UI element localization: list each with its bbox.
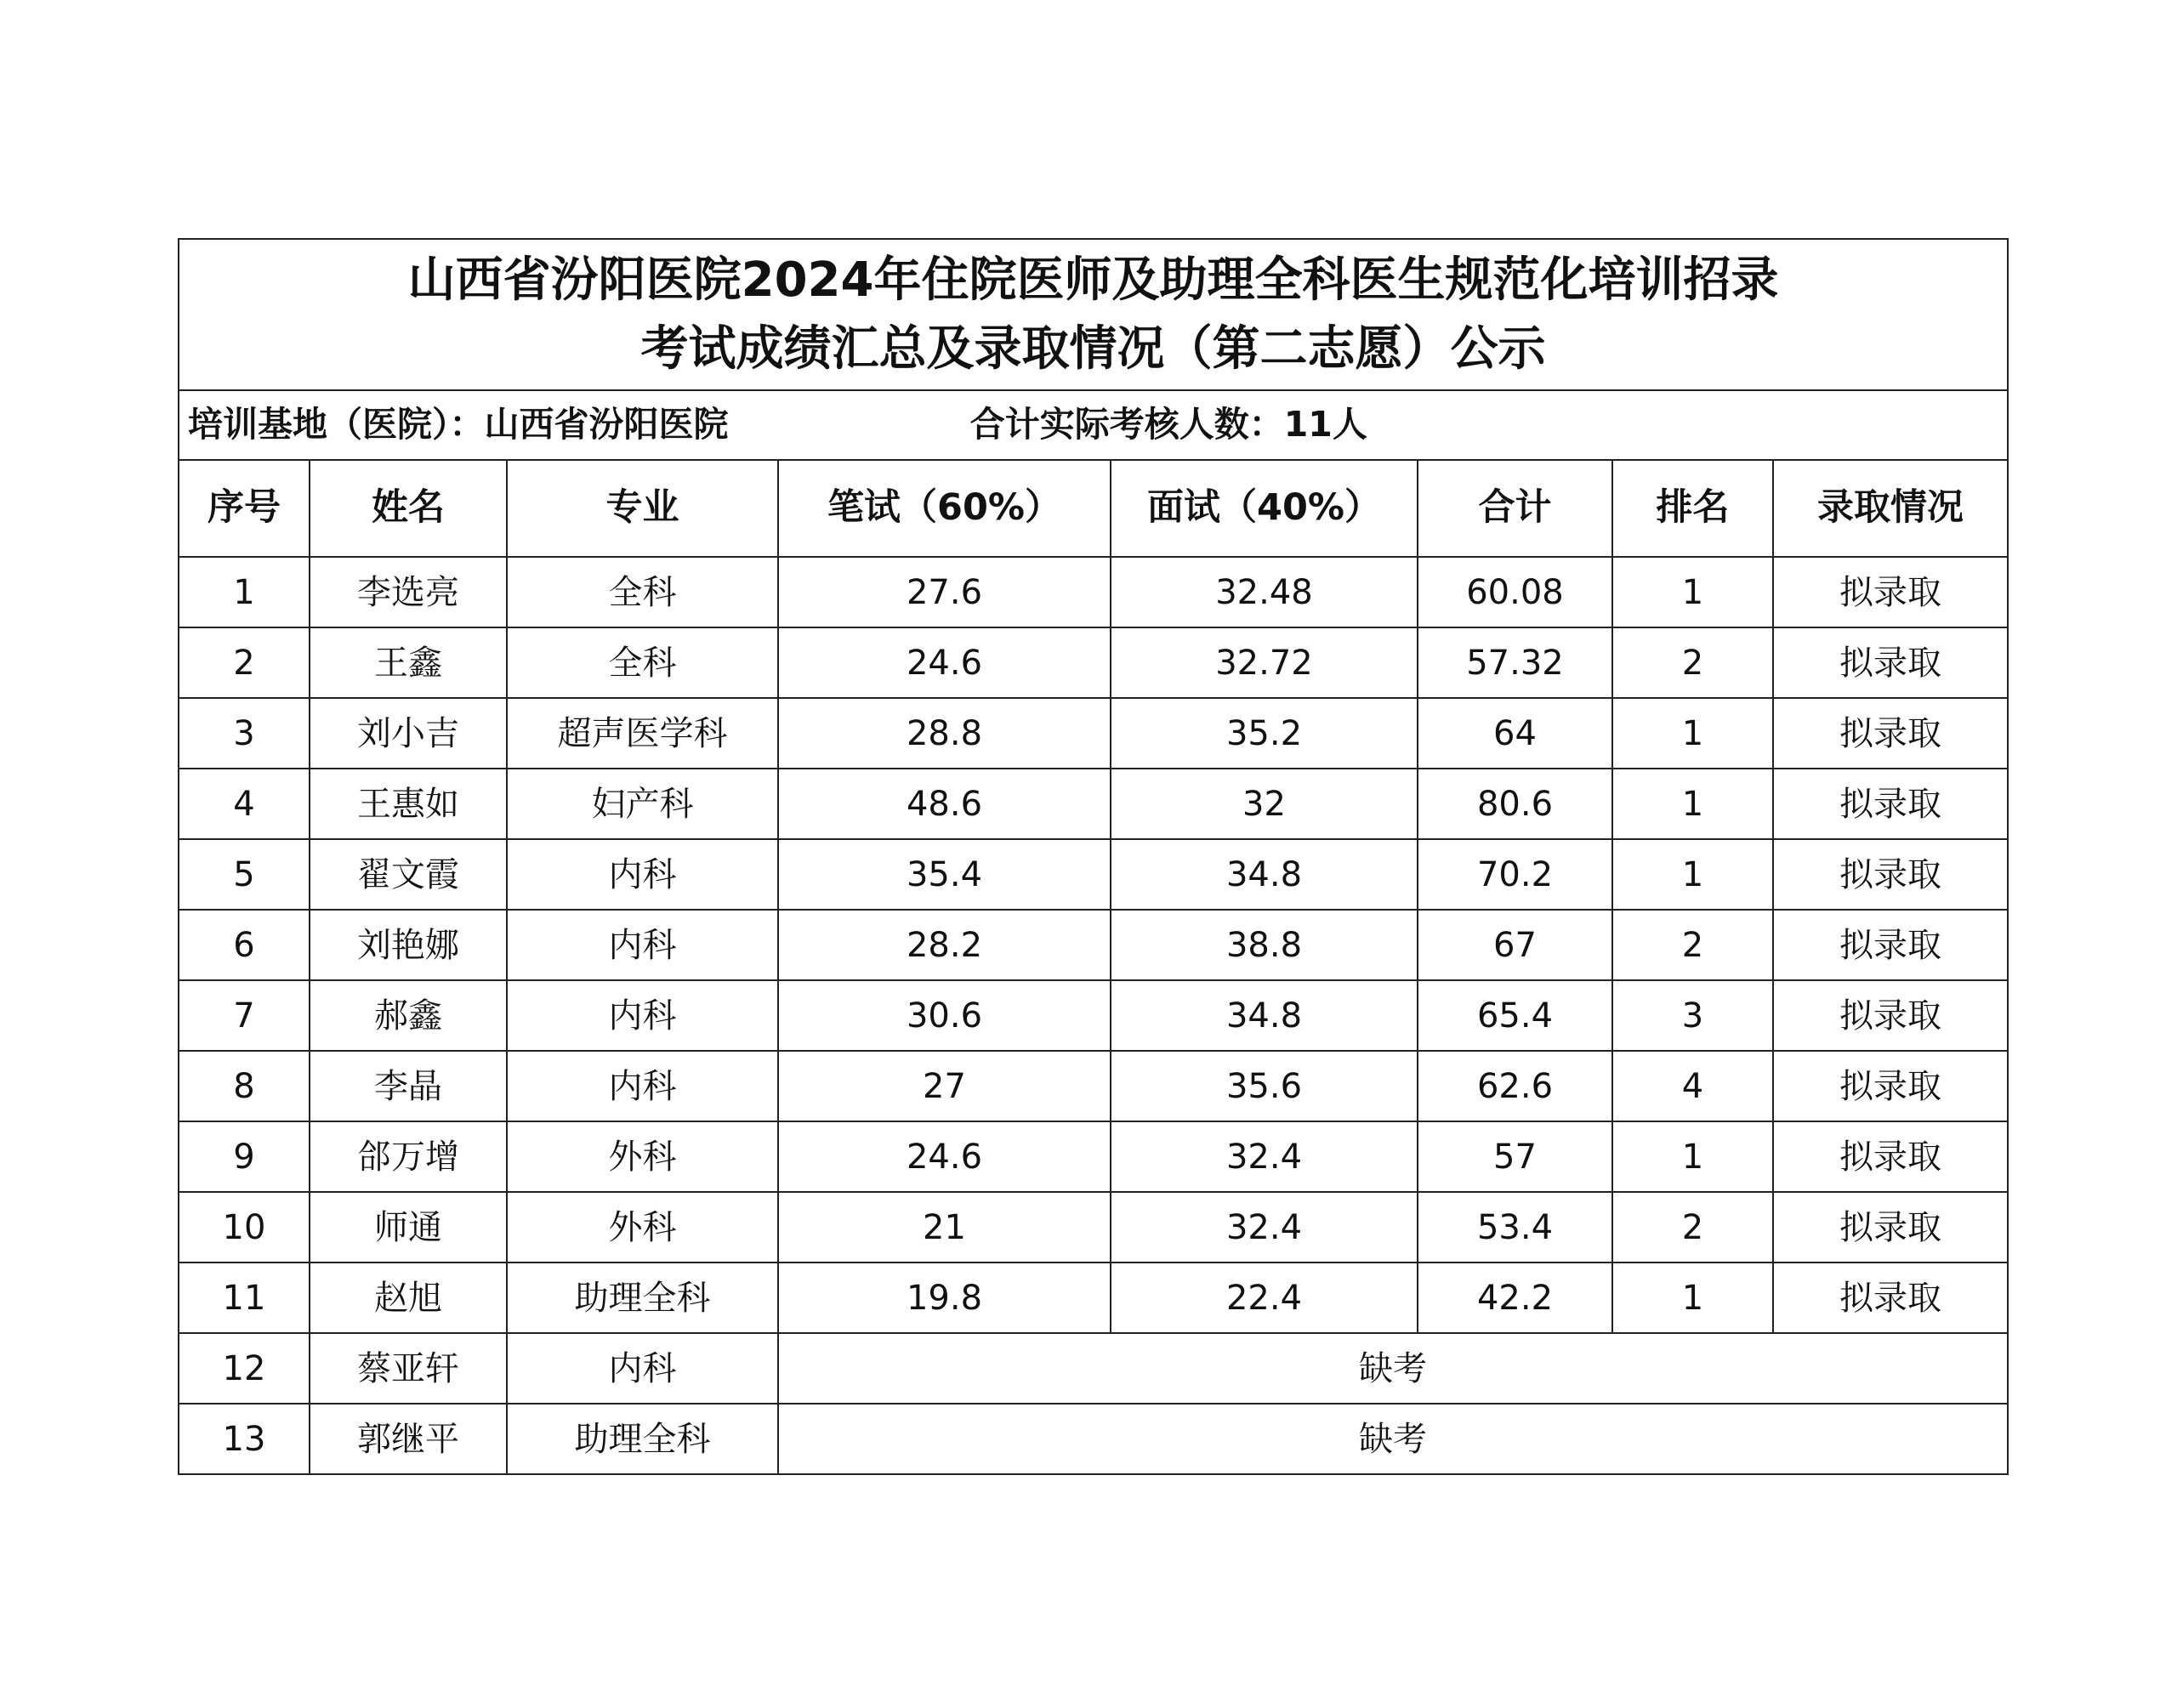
table-cell: 全科 bbox=[507, 557, 778, 627]
table-cell: 妇产科 bbox=[507, 769, 778, 839]
table-cell: 24.6 bbox=[778, 627, 1111, 698]
table-cell: 2 bbox=[1612, 910, 1773, 980]
table-cell: 拟录取 bbox=[1773, 698, 2008, 769]
title-row bbox=[179, 239, 2008, 390]
table-cell: 27.6 bbox=[778, 557, 1111, 627]
table-row bbox=[179, 698, 2008, 769]
table-cell: 内科 bbox=[507, 1333, 778, 1404]
table-cell: 80.6 bbox=[1418, 769, 1612, 839]
info-row bbox=[179, 390, 2008, 460]
table-cell: 32.4 bbox=[1111, 1192, 1418, 1263]
table-cell: 11 bbox=[179, 1263, 310, 1333]
table-cell: 34.8 bbox=[1111, 839, 1418, 910]
header-cell: 笔试（60%） bbox=[778, 460, 1111, 557]
table-row bbox=[179, 1051, 2008, 1121]
table-row bbox=[179, 627, 2008, 698]
table-cell: 拟录取 bbox=[1773, 1051, 2008, 1121]
table-cell: 67 bbox=[1418, 910, 1612, 980]
table-cell: 35.2 bbox=[1111, 698, 1418, 769]
header-row bbox=[179, 460, 2008, 557]
table-cell: 赵旭 bbox=[310, 1263, 507, 1333]
table-cell: 内科 bbox=[507, 1051, 778, 1121]
table-cell: 郝鑫 bbox=[310, 980, 507, 1051]
table-cell: 2 bbox=[1612, 1192, 1773, 1263]
table-cell: 13 bbox=[179, 1404, 310, 1474]
table-cell: 70.2 bbox=[1418, 839, 1612, 910]
table-cell: 62.6 bbox=[1418, 1051, 1612, 1121]
header-cell: 面试（40%） bbox=[1111, 460, 1418, 557]
table-row-absent bbox=[179, 1333, 2008, 1404]
table-row bbox=[179, 1263, 2008, 1333]
table-cell: 38.8 bbox=[1111, 910, 1418, 980]
table-cell: 27 bbox=[778, 1051, 1111, 1121]
table-cell: 28.2 bbox=[778, 910, 1111, 980]
table-cell: 1 bbox=[1612, 1263, 1773, 1333]
table-cell: 1 bbox=[1612, 698, 1773, 769]
document-title bbox=[179, 239, 2008, 390]
table-cell: 刘艳娜 bbox=[310, 910, 507, 980]
table-cell: 65.4 bbox=[1418, 980, 1612, 1051]
table-row bbox=[179, 1192, 2008, 1263]
participant-count-label: 合计实际考核人数：11人 bbox=[969, 404, 1367, 445]
table-cell: 郃万增 bbox=[310, 1121, 507, 1192]
table-row bbox=[179, 980, 2008, 1051]
table-cell: 34.8 bbox=[1111, 980, 1418, 1051]
table-cell: 郭继平 bbox=[310, 1404, 507, 1474]
table-cell: 6 bbox=[179, 910, 310, 980]
table-cell: 32.4 bbox=[1111, 1121, 1418, 1192]
table-cell: 2 bbox=[179, 627, 310, 698]
header-cell: 合计 bbox=[1418, 460, 1612, 557]
info-cell bbox=[179, 390, 2008, 460]
absent-status-cell: 缺考 bbox=[778, 1404, 2008, 1474]
table-cell: 9 bbox=[179, 1121, 310, 1192]
table-cell: 1 bbox=[1612, 839, 1773, 910]
table-cell: 拟录取 bbox=[1773, 980, 2008, 1051]
table-row bbox=[179, 769, 2008, 839]
table-cell: 外科 bbox=[507, 1192, 778, 1263]
table-cell: 24.6 bbox=[778, 1121, 1111, 1192]
table-row bbox=[179, 839, 2008, 910]
header-cell: 专业 bbox=[507, 460, 778, 557]
header-cell: 排名 bbox=[1612, 460, 1773, 557]
table-cell: 42.2 bbox=[1418, 1263, 1612, 1333]
table-cell: 2 bbox=[1612, 627, 1773, 698]
table-cell: 48.6 bbox=[778, 769, 1111, 839]
table-cell: 王鑫 bbox=[310, 627, 507, 698]
title-line-2: 考试成绩汇总及录取情况（第二志愿）公示 bbox=[640, 321, 1546, 377]
table-cell: 拟录取 bbox=[1773, 769, 2008, 839]
table-cell: 李选亮 bbox=[310, 557, 507, 627]
table-cell: 王惠如 bbox=[310, 769, 507, 839]
table-cell: 4 bbox=[179, 769, 310, 839]
table-cell: 32.72 bbox=[1111, 627, 1418, 698]
table-cell: 12 bbox=[179, 1333, 310, 1404]
table-cell: 8 bbox=[179, 1051, 310, 1121]
table-cell: 10 bbox=[179, 1192, 310, 1263]
score-table bbox=[178, 238, 2009, 1475]
table-cell: 57 bbox=[1418, 1121, 1612, 1192]
table-cell: 22.4 bbox=[1111, 1263, 1418, 1333]
table-cell: 拟录取 bbox=[1773, 910, 2008, 980]
training-base-label: 培训基地（医院）：山西省汾阳医院 bbox=[188, 404, 729, 445]
table-cell: 30.6 bbox=[778, 980, 1111, 1051]
table-cell: 32 bbox=[1111, 769, 1418, 839]
table-cell: 21 bbox=[778, 1192, 1111, 1263]
table-row bbox=[179, 1121, 2008, 1192]
table-cell: 4 bbox=[1612, 1051, 1773, 1121]
table-cell: 3 bbox=[179, 698, 310, 769]
table-row bbox=[179, 910, 2008, 980]
table-cell: 李晶 bbox=[310, 1051, 507, 1121]
table-cell: 32.48 bbox=[1111, 557, 1418, 627]
title-line-1: 山西省汾阳医院2024年住院医师及助理全科医生规范化培训招录 bbox=[407, 252, 1779, 308]
header-cell: 录取情况 bbox=[1773, 460, 2008, 557]
table-cell: 53.4 bbox=[1418, 1192, 1612, 1263]
table-cell: 内科 bbox=[507, 839, 778, 910]
table-cell: 60.08 bbox=[1418, 557, 1612, 627]
table-cell: 刘小吉 bbox=[310, 698, 507, 769]
header-cell: 序号 bbox=[179, 460, 310, 557]
table-cell: 35.6 bbox=[1111, 1051, 1418, 1121]
table-cell: 19.8 bbox=[778, 1263, 1111, 1333]
table-cell: 拟录取 bbox=[1773, 557, 2008, 627]
table-cell: 1 bbox=[1612, 557, 1773, 627]
table-cell: 助理全科 bbox=[507, 1404, 778, 1474]
table-cell: 拟录取 bbox=[1773, 627, 2008, 698]
table-cell: 28.8 bbox=[778, 698, 1111, 769]
table-cell: 1 bbox=[179, 557, 310, 627]
table-cell: 内科 bbox=[507, 980, 778, 1051]
table-cell: 64 bbox=[1418, 698, 1612, 769]
table-row bbox=[179, 557, 2008, 627]
table-cell: 7 bbox=[179, 980, 310, 1051]
table-cell: 助理全科 bbox=[507, 1263, 778, 1333]
table-row-absent bbox=[179, 1404, 2008, 1474]
table-cell: 拟录取 bbox=[1773, 1192, 2008, 1263]
table-cell: 3 bbox=[1612, 980, 1773, 1051]
table-cell: 拟录取 bbox=[1773, 1263, 2008, 1333]
table-cell: 内科 bbox=[507, 910, 778, 980]
table-cell: 57.32 bbox=[1418, 627, 1612, 698]
table-cell: 师通 bbox=[310, 1192, 507, 1263]
absent-status-cell: 缺考 bbox=[778, 1333, 2008, 1404]
table-cell: 超声医学科 bbox=[507, 698, 778, 769]
table-cell: 35.4 bbox=[778, 839, 1111, 910]
table-cell: 蔡亚轩 bbox=[310, 1333, 507, 1404]
table-cell: 1 bbox=[1612, 1121, 1773, 1192]
table-cell: 拟录取 bbox=[1773, 839, 2008, 910]
table-cell: 外科 bbox=[507, 1121, 778, 1192]
header-cell: 姓名 bbox=[310, 460, 507, 557]
table-cell: 全科 bbox=[507, 627, 778, 698]
table-cell: 拟录取 bbox=[1773, 1121, 2008, 1192]
table-cell: 翟文霞 bbox=[310, 839, 507, 910]
table-cell: 1 bbox=[1612, 769, 1773, 839]
table-cell: 5 bbox=[179, 839, 310, 910]
